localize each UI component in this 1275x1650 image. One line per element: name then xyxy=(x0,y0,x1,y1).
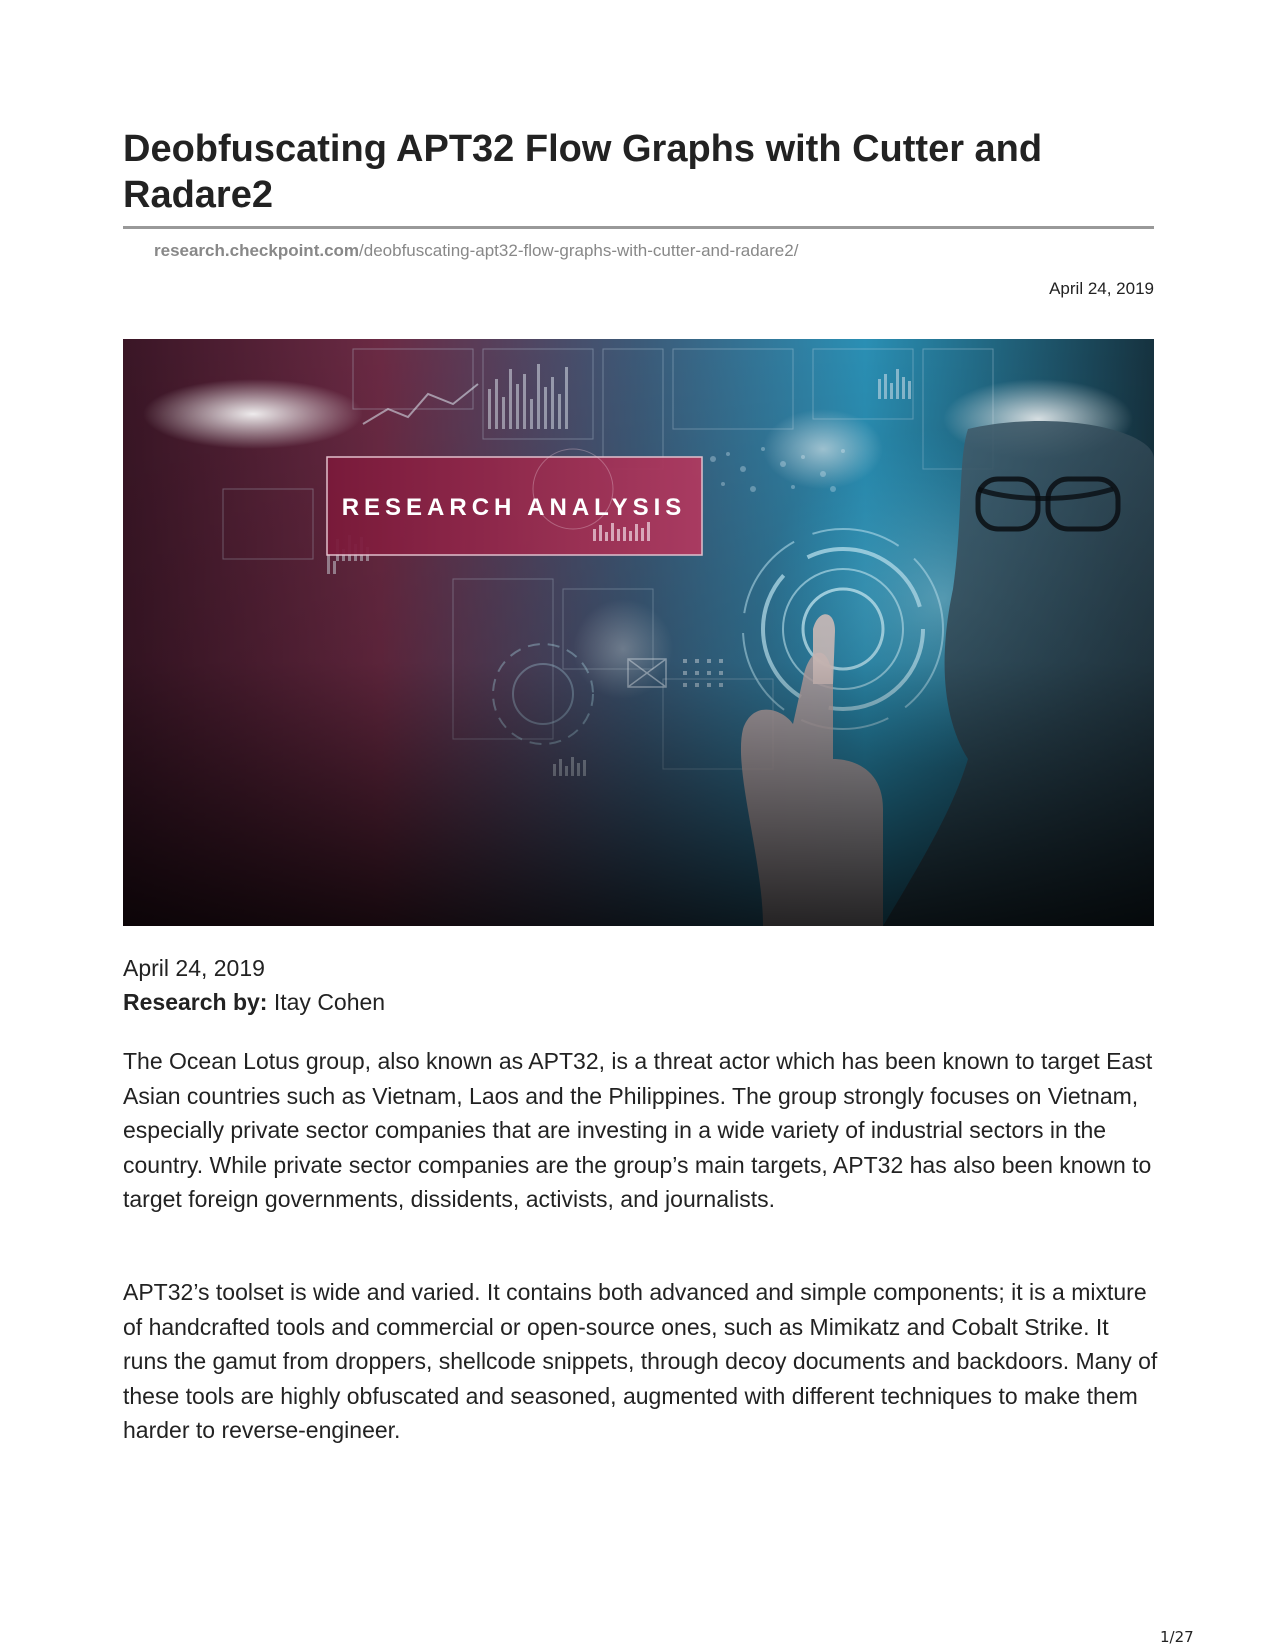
body-paragraph-1: The Ocean Lotus group, also known as APT32, is a threat actor which has been known to target East Asian countries such as Vietnam, Laos and the Philippines. The group strongly focuses on Vietnam, especially private sector companies that are investing in a wide variety of industrial sectors in the country. While private sector companies are the group’s main targets, APT32 has also been known to target foreign governments, dissidents, activists, and journalists. xyxy=(123,1048,1153,1213)
hero-illustration xyxy=(123,339,1154,926)
body-paragraph-2: APT32’s toolset is wide and varied. It contains both advanced and simple components; it is a mixture of handcrafted tools and commercial or open-source ones, such as Mimikatz and Cobalt Strike. It runs the gamut from droppers, shellcode snippets, through decoy documents and backdoors. Many of these tools are highly obfuscated and seasoned, augmented with different techniques to make them harder to reverse-engineer. xyxy=(123,1279,1158,1444)
research-label: Research by: xyxy=(123,989,268,1015)
byline-author xyxy=(123,986,385,1018)
author-name: Itay Cohen xyxy=(273,989,386,1015)
banner-box xyxy=(327,449,702,555)
header-date: April 24, 2019 xyxy=(1049,279,1154,298)
title-divider xyxy=(123,226,1154,229)
source-domain[interactable]: research.checkpoint.com xyxy=(154,241,360,260)
page-number: 1/27 xyxy=(1160,1628,1194,1646)
byline-date: April 24, 2019 xyxy=(123,955,265,981)
hero-image xyxy=(123,339,1154,926)
article-title: Deobfuscating APT32 Flow Graphs with Cutter and Radare2 xyxy=(123,128,1043,216)
source-path[interactable]: /deobfuscating-apt32-flow-graphs-with-cutter-and-radare2/ xyxy=(359,241,799,260)
banner-text: RESEARCH ANALYSIS xyxy=(341,494,687,521)
source-url[interactable] xyxy=(154,241,798,261)
